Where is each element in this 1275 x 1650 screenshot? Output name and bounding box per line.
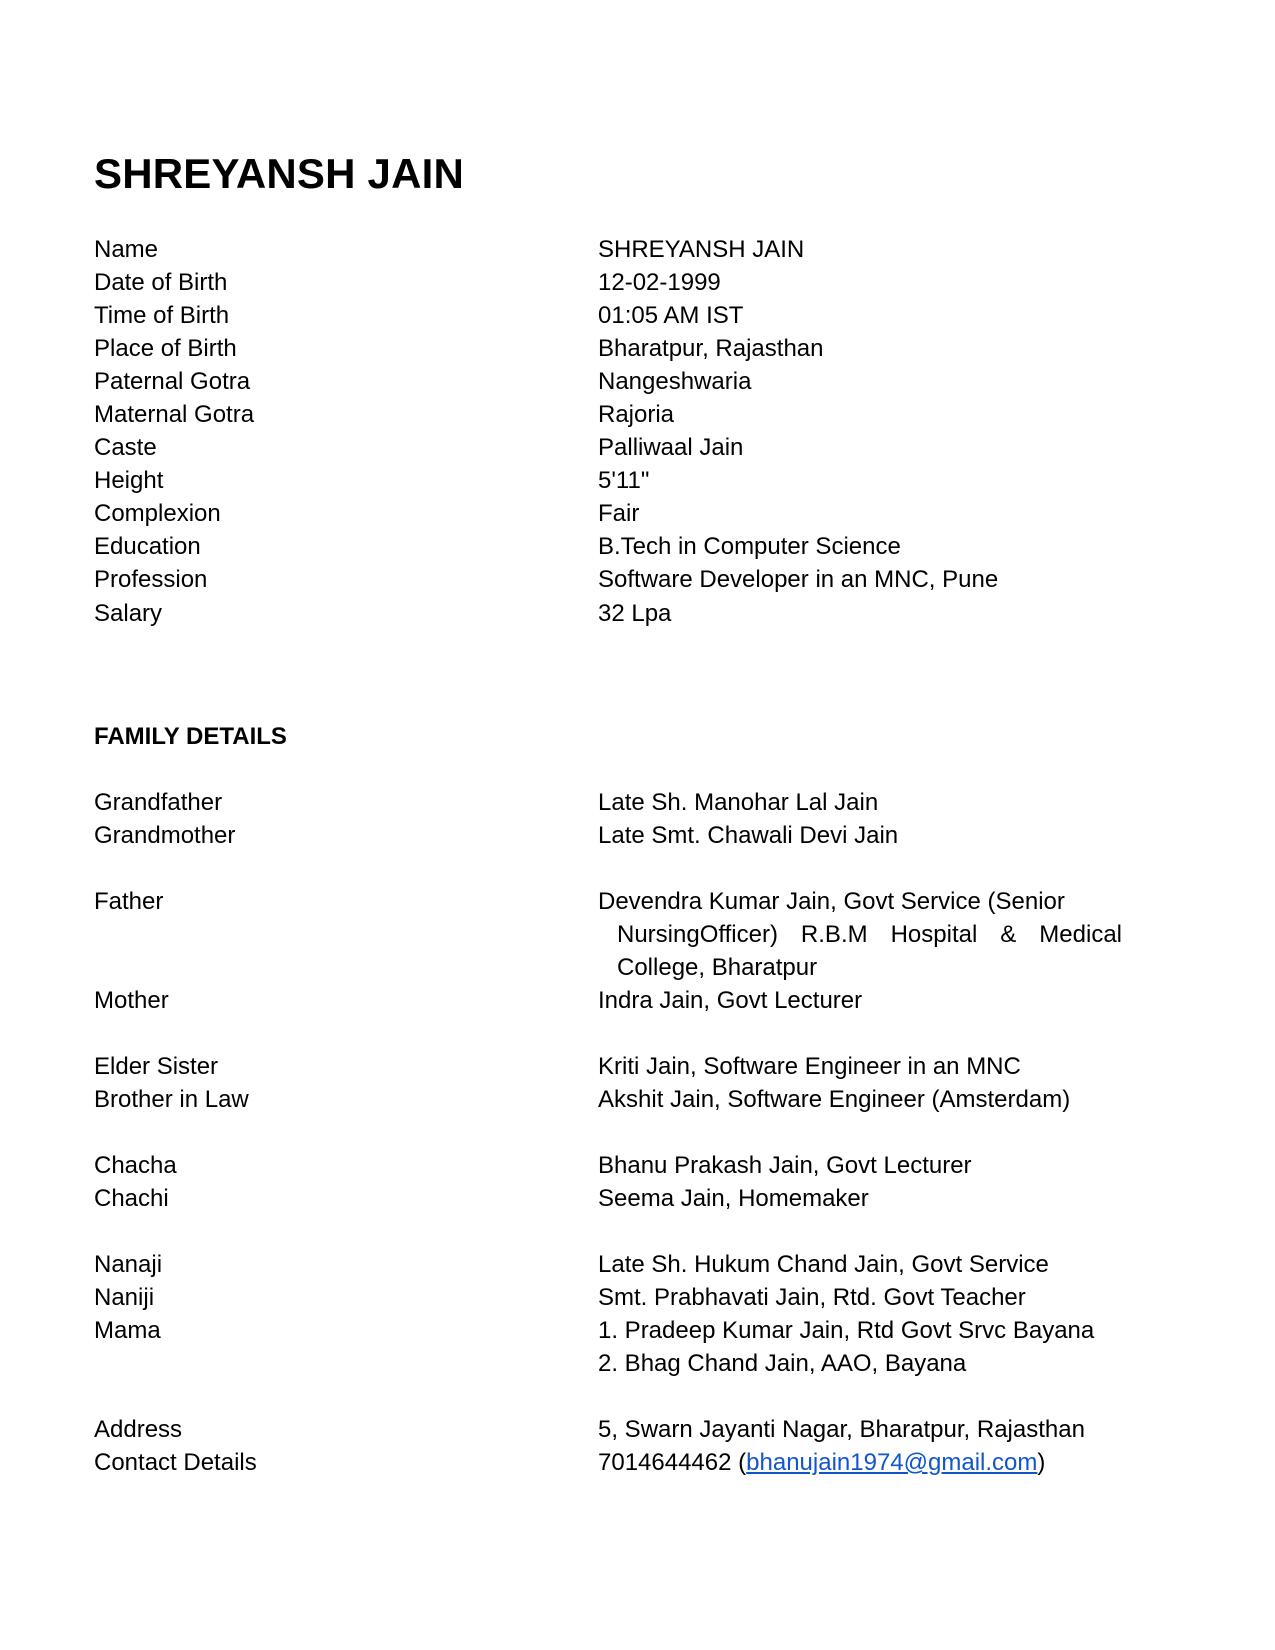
naniji-label: Naniji bbox=[94, 1284, 155, 1311]
education-value: B.Tech in Computer Science bbox=[598, 533, 901, 560]
tob-label: Time of Birth bbox=[94, 302, 230, 329]
tob-value: 01:05 AM IST bbox=[598, 302, 744, 329]
dob-value: 12-02-1999 bbox=[598, 269, 721, 296]
contact-close-paren: ) bbox=[1037, 1449, 1046, 1476]
name-value: SHREYANSH JAIN bbox=[598, 236, 805, 263]
paternal-gotra-label: Paternal Gotra bbox=[94, 368, 251, 395]
nanaji-label: Nanaji bbox=[94, 1251, 163, 1278]
elder-sister-value: Kriti Jain, Software Engineer in an MNC bbox=[598, 1053, 1021, 1080]
grandmother-label: Grandmother bbox=[94, 822, 236, 849]
caste-label: Caste bbox=[94, 434, 157, 461]
nanaji-value: Late Sh. Hukum Chand Jain, Govt Service bbox=[598, 1251, 1049, 1278]
chacha-label: Chacha bbox=[94, 1152, 177, 1179]
height-label: Height bbox=[94, 467, 164, 494]
brother-in-law-value: Akshit Jain, Software Engineer (Amsterdam) bbox=[598, 1086, 1071, 1113]
contact-phone: 7014644462 bbox=[598, 1449, 732, 1476]
mama-value-line-2: 2. Bhag Chand Jain, AAO, Bayana bbox=[598, 1350, 967, 1377]
family-details-heading: FAMILY DETAILS bbox=[94, 723, 287, 750]
complexion-label: Complexion bbox=[94, 500, 221, 527]
address-value: 5, Swarn Jayanti Nagar, Bharatpur, Rajasthan bbox=[598, 1416, 1085, 1443]
chachi-value: Seema Jain, Homemaker bbox=[598, 1185, 869, 1212]
contact-email-link[interactable]: bhanujain1974@gmail.com bbox=[746, 1449, 1038, 1476]
paternal-gotra-value: Nangeshwaria bbox=[598, 368, 752, 395]
mother-label: Mother bbox=[94, 987, 169, 1014]
profession-label: Profession bbox=[94, 566, 208, 593]
page-title: SHREYANSH JAIN bbox=[94, 150, 465, 197]
education-label: Education bbox=[94, 533, 201, 560]
contact-open-paren: ( bbox=[731, 1449, 747, 1476]
father-value-line-3: College, Bharatpur bbox=[617, 954, 818, 981]
grandmother-value: Late Smt. Chawali Devi Jain bbox=[598, 822, 899, 849]
mama-value bbox=[598, 1314, 1122, 1380]
maternal-gotra-value: Rajoria bbox=[598, 401, 675, 428]
caste-value: Palliwaal Jain bbox=[598, 434, 744, 461]
pob-label: Place of Birth bbox=[94, 335, 237, 362]
contact-label: Contact Details bbox=[94, 1449, 257, 1476]
grandfather-value: Late Sh. Manohar Lal Jain bbox=[598, 789, 879, 816]
pob-value: Bharatpur, Rajasthan bbox=[598, 335, 824, 362]
complexion-value: Fair bbox=[598, 500, 640, 527]
address-label: Address bbox=[94, 1416, 183, 1443]
salary-value: 32 Lpa bbox=[598, 600, 672, 627]
mother-value: Indra Jain, Govt Lecturer bbox=[598, 987, 863, 1014]
maternal-gotra-label: Maternal Gotra bbox=[94, 401, 255, 428]
elder-sister-label: Elder Sister bbox=[94, 1053, 219, 1080]
father-value-line-2: NursingOfficer) R.B.M Hospital & Medical bbox=[617, 921, 1122, 948]
height-value: 5'11" bbox=[598, 467, 650, 494]
dob-label: Date of Birth bbox=[94, 269, 228, 296]
contact-value bbox=[598, 1446, 1122, 1479]
naniji-value: Smt. Prabhavati Jain, Rtd. Govt Teacher bbox=[598, 1284, 1026, 1311]
salary-label: Salary bbox=[94, 600, 163, 627]
chachi-label: Chachi bbox=[94, 1185, 169, 1212]
father-value-line-1: Devendra Kumar Jain, Govt Service (Senior bbox=[598, 888, 1065, 915]
profession-value: Software Developer in an MNC, Pune bbox=[598, 566, 999, 593]
mama-label: Mama bbox=[94, 1317, 161, 1344]
father-value bbox=[598, 885, 1122, 984]
brother-in-law-label: Brother in Law bbox=[94, 1086, 249, 1113]
mama-value-line-1: 1. Pradeep Kumar Jain, Rtd Govt Srvc Bayana bbox=[598, 1317, 1095, 1344]
chacha-value: Bhanu Prakash Jain, Govt Lecturer bbox=[598, 1152, 972, 1179]
father-label: Father bbox=[94, 888, 164, 915]
name-label: Name bbox=[94, 236, 159, 263]
grandfather-label: Grandfather bbox=[94, 789, 223, 816]
